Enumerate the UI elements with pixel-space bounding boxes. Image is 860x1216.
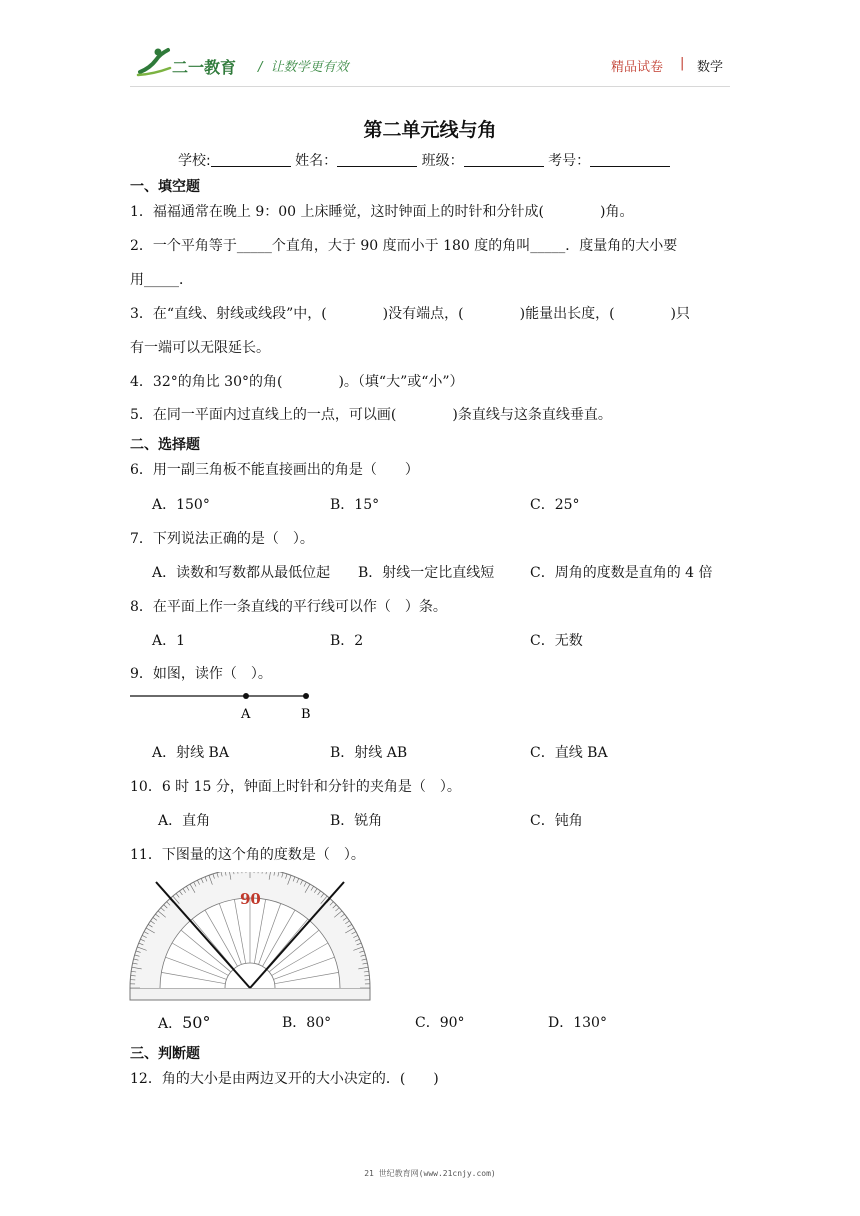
question-7: 7．下列说法正确的是（ ）。 [130,531,314,547]
protractor-90-label: 90 [240,890,261,908]
question-12: 12．角的大小是由两边叉开的大小决定的．( ) [130,1071,439,1087]
section-fill: 一、填空题 [130,179,200,195]
q6-option-c[interactable]: C．25° [530,497,580,513]
question-6: 6．用一副三角板不能直接画出的角是（ ） [130,462,419,478]
paper-tag: 精品试卷 [611,60,664,75]
q10-option-a[interactable]: A．直角 [158,813,211,829]
point-b-label: B [301,707,311,722]
class-label: 班级： [421,153,464,169]
q9-option-a[interactable]: A．射线 BA [152,745,229,761]
q7-option-b[interactable]: B．射线一定比直线短 [358,565,495,581]
q11-option-c[interactable]: C．90° [415,1015,465,1031]
subject-label: 数学 [697,60,724,75]
question-11: 11．下图量的这个角的度数是（ ）。 [130,847,365,863]
point-b-dot [303,693,309,699]
page-title: 第二单元线与角 [363,119,497,141]
slogan: / 让数学更有效 [258,60,349,75]
question-1: 1．福福通常在晚上 9：00 上床睡觉，这时钟面上的时针和分针成( )角。 [130,204,634,220]
header-rule [130,86,730,87]
question-3-line-1: 3．在“直线、射线或线段”中，( )没有端点，( )能量出长度，( )只 [130,306,690,322]
point-a-label: A [241,707,251,722]
question-10: 10．6 时 15 分，钟面上时针和分针的夹角是（ ）。 [130,779,461,795]
q9-option-b[interactable]: B．射线 AB [330,745,408,761]
school-blank[interactable] [211,152,291,167]
header-separator: | [680,56,685,71]
q11-option-a[interactable]: A．50° [158,1013,211,1032]
protractor-figure [128,872,372,1004]
q10-option-c[interactable]: C．钝角 [530,813,583,829]
q8-option-c[interactable]: C．无数 [530,633,583,649]
exam-no-label: 考号： [548,153,591,169]
section-choice: 二、选择题 [130,437,200,453]
section-judge: 三、判断题 [130,1046,200,1062]
question-2-line-2: 用_____． [130,272,193,288]
question-5: 5．在同一平面内过直线上的一点，可以画( )条直线与这条直线垂直。 [130,407,612,423]
q6-option-a[interactable]: A．150° [152,497,210,513]
ray-figure [128,688,328,724]
q11-option-b[interactable]: B．80° [282,1015,332,1031]
name-blank[interactable] [337,152,417,167]
exam-no-blank[interactable] [590,152,670,167]
class-blank[interactable] [464,152,544,167]
question-3-line-2: 有一端可以无限延长。 [130,340,270,356]
q11-option-d[interactable]: D．130° [548,1015,607,1031]
q8-option-b[interactable]: B．2 [330,633,364,649]
q10-option-b[interactable]: B．锐角 [330,813,383,829]
point-a-dot [243,693,249,699]
logo-runner-icon [136,46,172,78]
name-label: 姓名： [295,153,338,169]
school-label: 学校: [178,153,211,169]
question-2-line-1: 2．一个平角等于_____个直角，大于 90 度而小于 180 度的角叫_____．度量角的大小要 [130,238,678,254]
q9-option-c[interactable]: C．直线 BA [530,745,608,761]
q8-option-a[interactable]: A．1 [152,633,186,649]
question-8: 8．在平面上作一条直线的平行线可以作（ ）条。 [130,599,447,615]
logo-text: 二一教育 [172,58,237,77]
question-4: 4．32°的角比 30°的角( )。（填“大”或“小”） [130,374,464,390]
student-info [178,150,670,170]
protractor-base [130,988,370,1000]
question-9: 9．如图，读作（ ）。 [130,666,272,682]
q6-option-b[interactable]: B．15° [330,497,380,513]
q7-option-a[interactable]: A．读数和写数都从最低位起 [152,565,331,581]
footer: 21 世纪教育网(www.21cnjy.com) [364,1169,496,1178]
q7-option-c[interactable]: C．周角的度数是直角的 4 倍 [530,565,713,581]
